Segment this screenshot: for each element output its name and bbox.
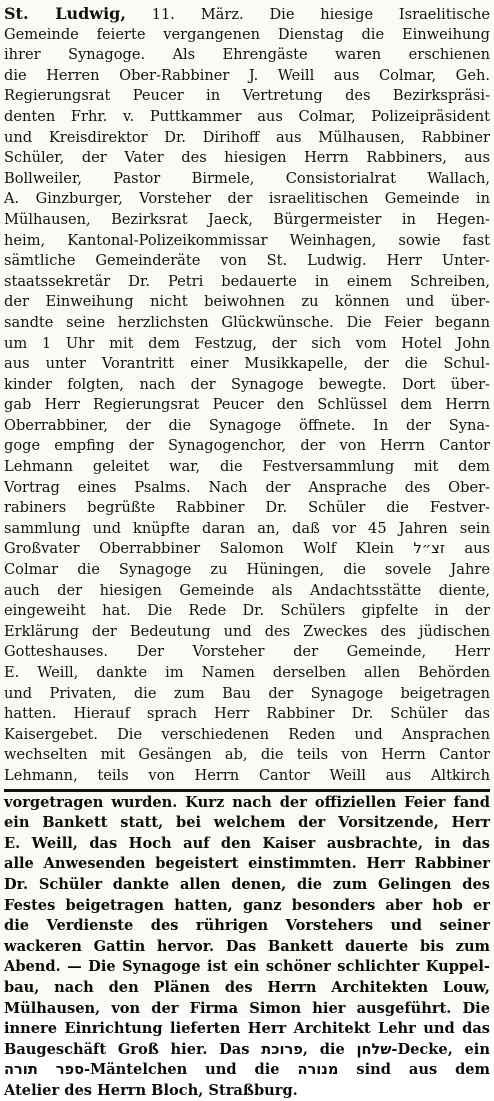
text-line-20: gab Herr Regierungsrat Peucer den Schlüssel dem Herrn	[4, 396, 490, 414]
text-line-31: Gotteshauses. Der Vorsteher der Gemeinde, Herr	[4, 643, 490, 661]
article-continuation	[4, 793, 490, 1101]
text-line-37: Lehmann, teils von Herrn Cantor Weill aus Altkirch	[4, 766, 490, 784]
text-line-32: E. Weill, dankte im Namen derselben allen Behörden	[4, 664, 490, 681]
text-line-11: Mülhausen, Bezirksrat Jaeck, Bürgermeister in Hegen-	[4, 210, 490, 228]
text-line-45: die Verdienste des rührigen Vorstehers und seiner	[4, 917, 490, 935]
column-splice-divider	[4, 789, 490, 792]
text-line-35: Kaisergebet. Die verschiedenen Reden und Ansprachen	[4, 725, 490, 743]
text-line-46: wackeren Gattin hervor. Das Bankett dauerte bis zum	[4, 937, 490, 955]
text-line-38: sammlung und knüpfte daran an, daß vor 45 Jahren sein	[4, 519, 490, 537]
text-line-54	[4, 1060, 490, 1081]
text-line-6: denten Frhr. v. Puttkammer aus Colmar, Polizeipräsident	[4, 107, 490, 125]
text-line-55: Atelier des Herrn Bloch, Straßburg.	[4, 1081, 298, 1099]
text-line-25: rabiners begrüßte Rabbiner Dr. Schüler die Festver-	[4, 499, 490, 517]
line-53-end: -Decke, ein	[391, 1040, 490, 1058]
hebrew-parochet: פרוכת	[261, 1040, 303, 1058]
text-line-7: und Kreisdirektor Dr. Dirihoff aus Mülhausen, Rabbiner	[4, 128, 490, 146]
text-line-27: Colmar die Synagoge zu Hüningen, die sovele Jahre	[4, 561, 490, 579]
text-line-53	[4, 1040, 490, 1061]
text-line-5: Regierungsrat Peucer in Vertretung des Bezirkspräsi-	[4, 87, 490, 105]
text-line-49: Mülhausen, von der Firma Simon hier ausgeführt. Die	[4, 999, 490, 1017]
text-line-29: eingeweiht hat. Die Rede Dr. Schülers gipfelte in der	[4, 602, 490, 620]
text-line-44: Festes beigetragen hatten, ganz besonders aber hob er	[4, 896, 490, 914]
text-line-24: Vortrag eines Psalms. Nach der Ansprache des Ober-	[4, 478, 490, 496]
line-53-start: Baugeschäft Groß hier. Das	[4, 1040, 250, 1058]
text-line-28: auch der hiesigen Gemeinde als Andachtsstätte diente,	[4, 581, 490, 599]
text-line-30: Erklärung der Bedeutung und des Zweckes des jüdischen	[4, 622, 490, 640]
text-line-15: der Einweihung nicht beiwohnen zu können und über-	[4, 293, 490, 311]
text-line-19: kinder folgten, nach der Synagoge bewegte. Dort über-	[4, 375, 490, 393]
text-line-34: hatten. Hierauf sprach Herr Rabbiner Dr. Schüler das	[4, 705, 490, 723]
text-line-8: Schüler, der Vater des hiesigen Herrn Rabbiners, aus	[4, 149, 490, 167]
text-line-14: staatssekretär Dr. Petri bedauerte in einem Schreiben,	[4, 272, 490, 290]
text-line-13: sämtliche Gemeinderäte von St. Ludwig. Herr Unter-	[4, 252, 490, 270]
text-line-1	[4, 4, 490, 25]
text-line-48: bau, nach den Plänen des Herrn Architekten Louw,	[4, 978, 490, 996]
text-line-12: heim, Kantonal-Polizeikommissar Weinhagen, sowie fast	[4, 231, 490, 249]
line-53-mid: , die	[302, 1040, 345, 1058]
text-line-23: Lehmann geleitet war, die Festversammlung mit dem	[4, 458, 490, 476]
line-54-end: sind aus dem	[356, 1061, 491, 1079]
text-line-9: Bollweiler, Pastor Birmele, Consistorialrat Wallach,	[4, 169, 490, 187]
hebrew-menorah: מנורה	[297, 1061, 339, 1079]
text-line-42: alle Anwesenden begeistert einstimmten. Herr Rabbiner	[4, 855, 490, 873]
text-line-18: aus unter Vorantritt einer Musikkapelle, der die Schul-	[4, 355, 490, 373]
text-line-10: A. Ginzburger, Vorsteher der israelitischen Gemeinde in	[4, 190, 490, 208]
hebrew-shulchan: שלחן	[356, 1040, 392, 1058]
text-line-4: die Herren Ober-Rabbiner J. Weill aus Colmar, Geh.	[4, 66, 490, 84]
text-line-41: E. Weill, das Hoch auf den Kaiser ausbrachte, in das	[4, 834, 490, 852]
text-line-16: sandte seine herzlichsten Glückwünsche. Die Feier begann	[4, 313, 490, 331]
article-column	[4, 4, 490, 1101]
text-line-50: innere Einrichtung lieferten Herr Architekt Lehr und das	[4, 1020, 490, 1038]
line-1-text: 11. März. Die hiesige Israelitische	[151, 6, 491, 23]
text-line-33: und Privaten, die zum Bau der Synagoge beigetragen	[4, 684, 490, 702]
line-26-start: Großvater Oberrabbiner Salomon Wolf Klein	[4, 540, 394, 558]
text-line-3: ihrer Synagoge. Als Ehrengäste waren erschienen	[4, 46, 490, 64]
text-line-17: um 1 Uhr mit dem Festzug, der sich vom Hotel John	[4, 334, 490, 352]
hebrew-abbreviation: זצ״ל	[413, 540, 445, 558]
text-line-36: wechselten mit Gesängen ab, die teils von Herrn Cantor	[4, 746, 490, 764]
text-line-43: Dr. Schüler dankte allen denen, die zum Gelingen des	[4, 875, 490, 893]
line-26-end: aus	[464, 540, 491, 558]
text-line-40: ein Bankett statt, bei welchem der Vorsitzende, Herr	[4, 814, 490, 832]
text-line-39: vorgetragen wurden. Kurz nach der offiziellen Feier fand	[4, 793, 490, 811]
text-line-21: Oberrabbiner, der die Synagoge öffnete. In der Syna-	[4, 416, 490, 434]
hebrew-sefer-torah: ספר תורה	[4, 1061, 85, 1079]
text-line-22: goge empfing der Synagogenchor, der von Herrn Cantor	[4, 437, 490, 455]
text-line-2: Gemeinde feierte vergangenen Dienstag die Einweihung	[4, 25, 490, 43]
article-heading: St. Ludwig,	[4, 4, 126, 23]
text-line-26	[4, 539, 490, 560]
text-line-47: Abend. — Die Synagoge ist ein schöner schlichter Kuppel-	[4, 958, 490, 976]
line-54-mid: -Mäntelchen und die	[84, 1061, 280, 1079]
